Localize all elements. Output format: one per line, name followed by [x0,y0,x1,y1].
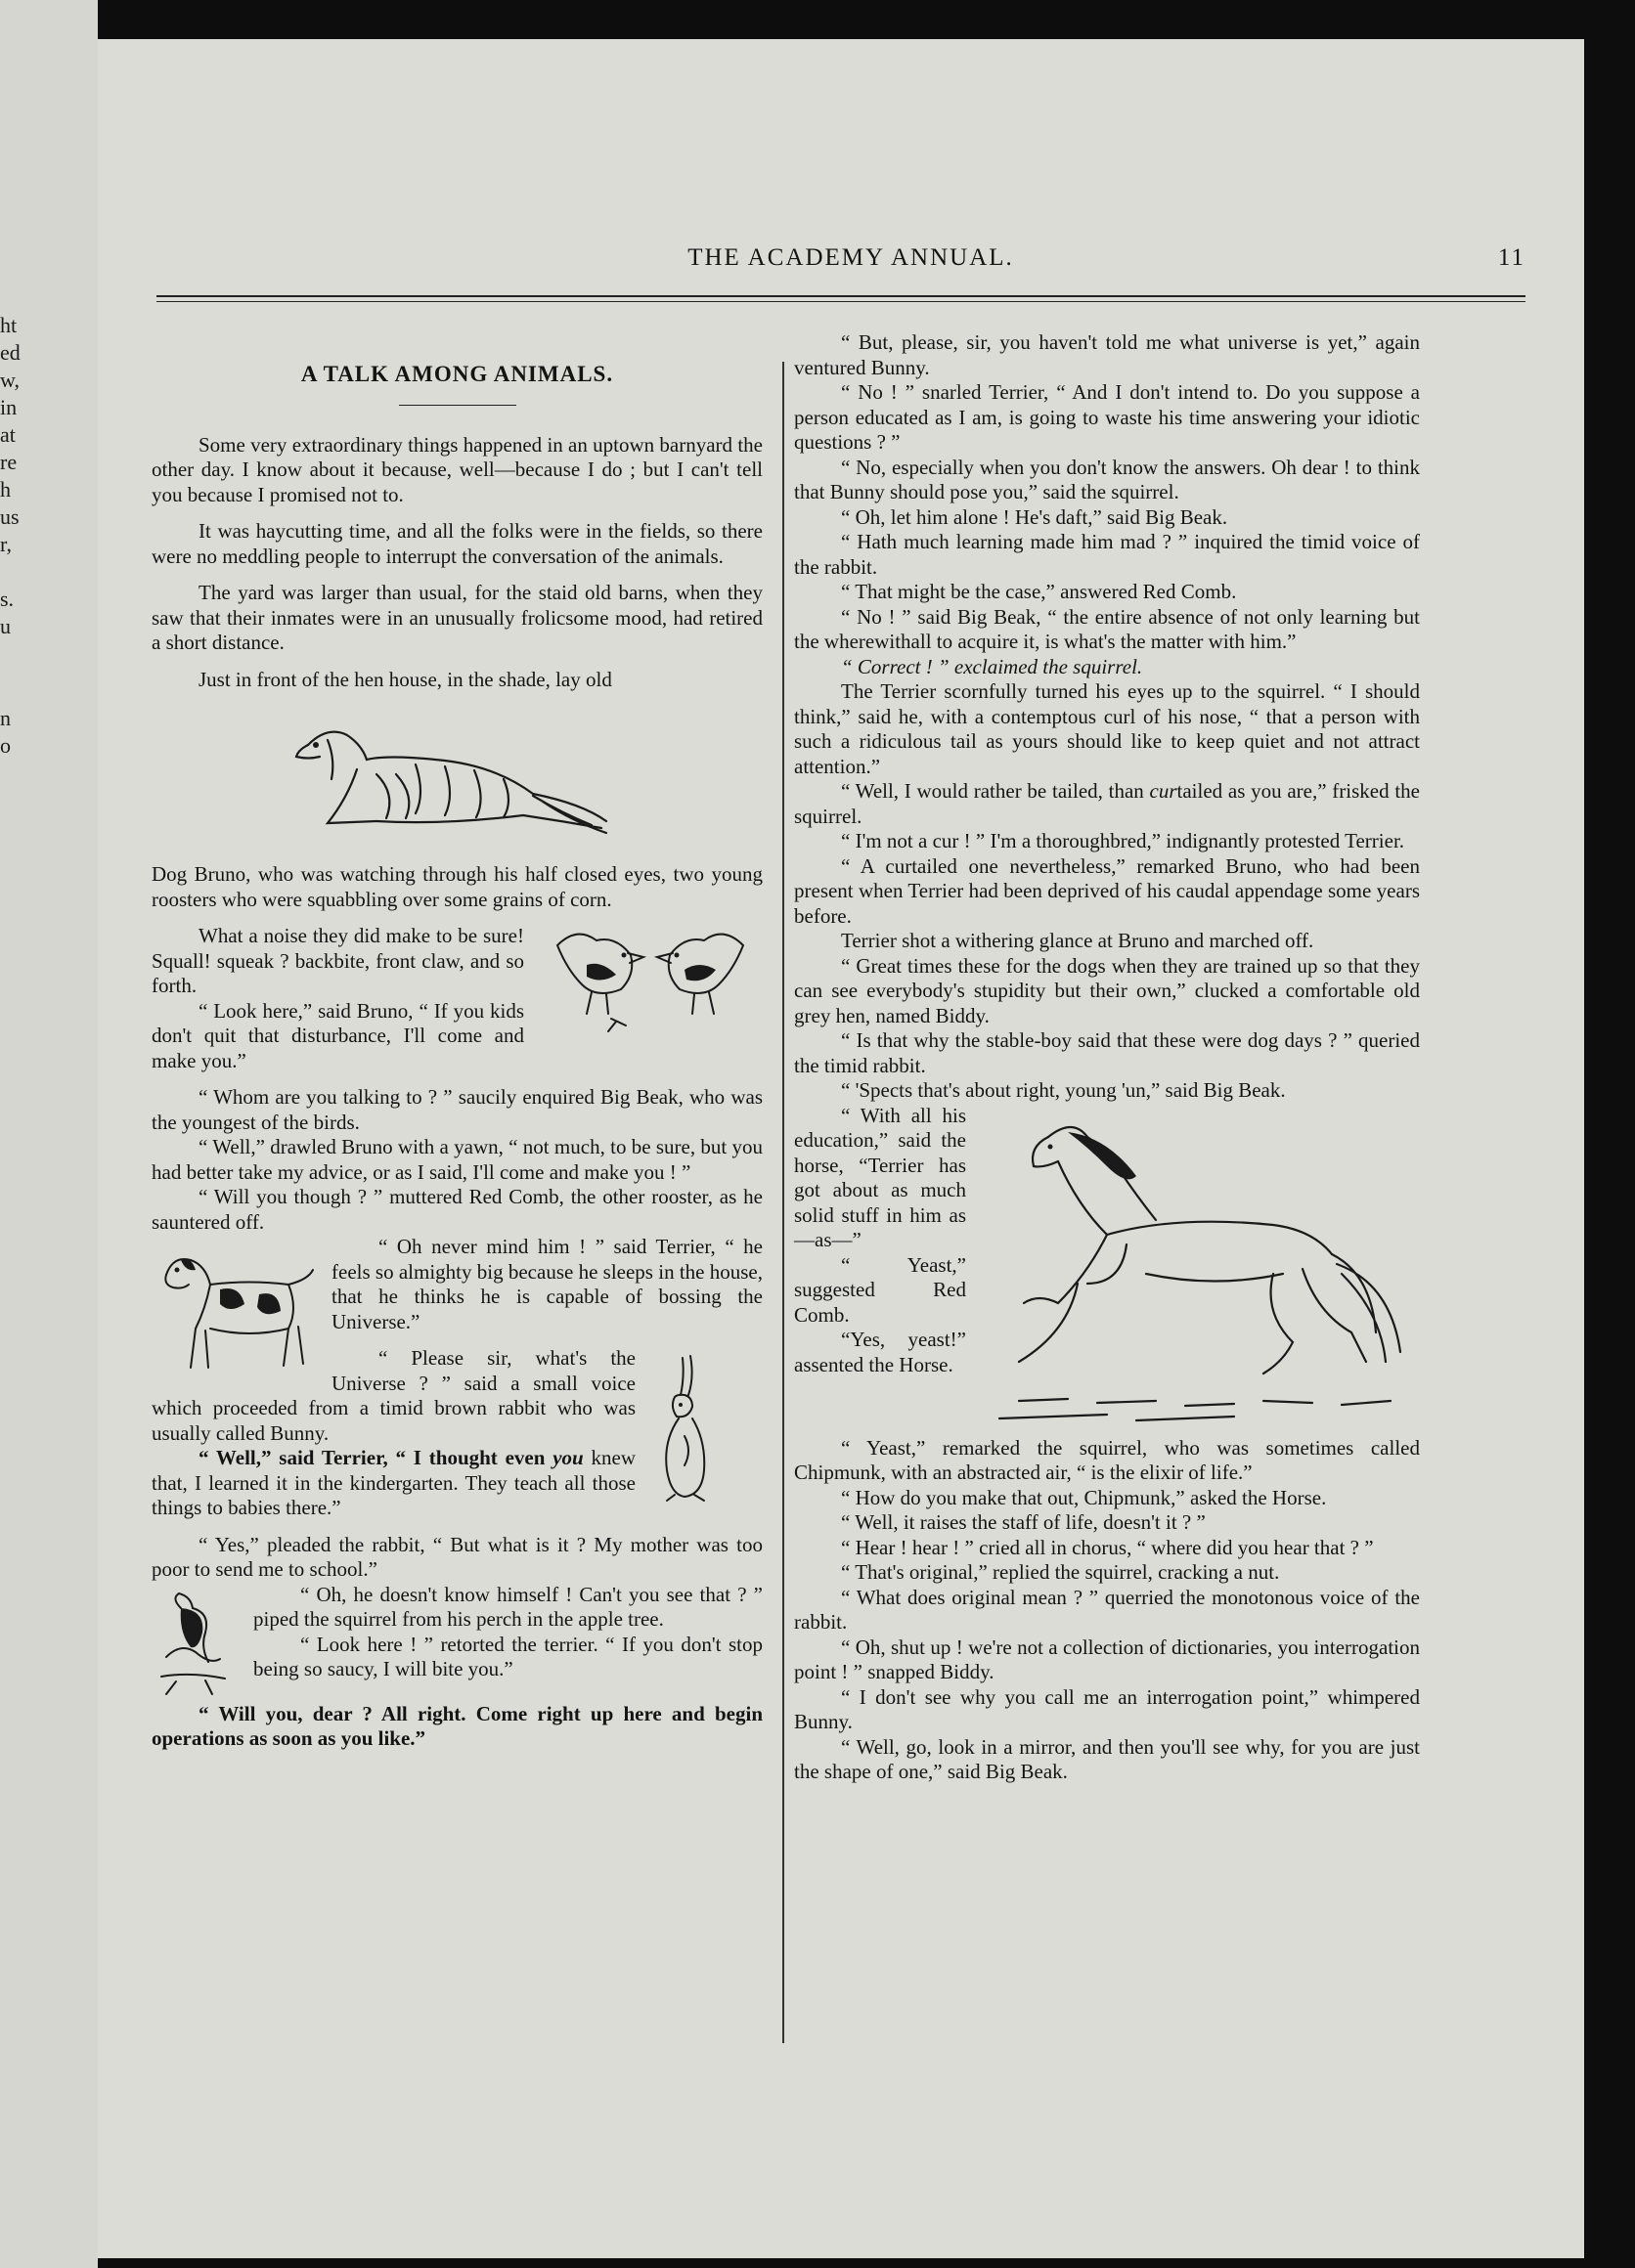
paragraph: “ That's original,” replied the squirrel, cracking a nut. [841,1560,1280,1584]
paragraph: “ Look here ! ” retorted the terrier. “ If you don't stop being so saucy, I will bite you.” [253,1632,763,1680]
prev-page-fragment: in [0,395,18,419]
roosters-illustration [538,916,763,1033]
paragraph: What a noise they did make to be sure! Squall! squeak ? backbite, front claw, and so forth. [152,924,524,997]
header-rule [156,295,1525,297]
paragraph: “ What does original mean ? ” querried the monotonous voice of the rabbit. [794,1585,1420,1634]
article-title: A TALK AMONG ANIMALS. [300,362,614,386]
prev-page-fragment: o [0,733,11,758]
paragraph: “ How do you make that out, Chipmunk,” asked the Horse. [841,1485,1327,1509]
paragraph: “ Hear ! hear ! ” cried all in chorus, “ where did you hear that ? ” [841,1535,1374,1559]
paragraph: “ Oh, he doesn't know himself ! Can't you see that ? ” piped the squirrel from his perch in the apple tree. [253,1582,763,1631]
paragraph-segment: “ Well, I would rather be tailed, than [841,779,1150,803]
squirrel-illustration [152,1589,240,1696]
journal-page [98,39,1584,2258]
paragraph: “ Will you, dear ? All right. Come right up here and begin operations as soon as you like.” [152,1701,763,1750]
paragraph: Just in front of the hen house, in the shade, lay old [199,667,612,691]
paragraph: The Terrier scornfully turned his eyes up to the squirrel. “ I should think,” said he, with a contemptous curl of his nose, “ that a person with such a ridiculous tail as yours should like to keep quiet and not attract attention.” [794,679,1420,778]
paragraph: The yard was larger than usual, for the staid old barns, when they saw that their inmates were in an unusually frolicsome mood, had retired a short distance. [152,581,763,654]
paragraph: “ With all his education,” said the horse, “Terrier has got about as much solid stuff in him as—as—” [794,1103,966,1251]
paragraph: “ Whom are you talking to ? ” saucily enquired Big Beak, who was the youngest of the birds. [152,1085,763,1134]
paragraph [794,779,1420,829]
paragraph: “ A curtailed one nevertheless,” remarked Bruno, who had been present when Terrier had been deprived of his caudal appendage some years before. [794,853,1420,928]
paragraph: “ Yeast,” suggested Red Comb. [794,1252,966,1327]
paragraph: “ I don't see why you call me an interrogation point,” whimpered Bunny. [794,1684,1420,1733]
horse-illustration [980,1108,1420,1430]
right-column [794,330,1420,1785]
prev-page-fragment: n [0,706,11,730]
prev-page-fragment: us [0,504,20,529]
paragraph: “ Is that why the stable-boy said that these were dog days ? ” queried the timid rabbit. [794,1028,1420,1077]
paragraph: “ Correct ! ” exclaimed the squirrel. [841,654,1143,678]
paragraph: “ No, especially when you don't know the answers. Oh dear ! to think that Bunny should pose you,” said the squirrel. [794,455,1420,503]
previous-page-edge [0,0,98,2268]
paragraph-segment: tailed as you are,” frisked the squirrel. [794,779,1420,828]
paragraph: Dog Bruno, who was watching through his half closed eyes, two young roosters who were squabbling over some grains of corn. [152,862,763,911]
emphasis: cur [1149,779,1177,803]
paragraph: “ Oh never mind him ! ” said Terrier, “ he feels so almighty big because he sleeps in the house, that he thinks he is capable of bossing the Universe.” [331,1235,763,1333]
paragraph: “ Oh, let him alone ! He's daft,” said Big Beak. [841,504,1228,529]
paragraph: “ Please sir, what's the Universe ? ” said a small voice which proceeded from a timid brown rabbit who was usually called Bunny. [152,1346,636,1445]
prev-page-fragment: ed [0,340,21,365]
paragraph: “ Well, it raises the staff of life, doesn't it ? ” [841,1510,1206,1534]
paragraph-segment: “ Well,” said Terrier, “ I thought even [199,1446,553,1469]
paragraph: It was haycutting time, and all the folks were in the fields, so there were no meddling people to interrupt the conversation of the animals. [152,519,763,568]
prev-page-fragment: ht [0,313,18,337]
emphasis: you [552,1446,584,1469]
paragraph: “ That might be the case,” answered Red Comb. [841,580,1237,603]
dog-bruno-illustration [269,706,621,852]
paragraph: “ Well,” drawled Bruno with a yawn, “ not much, to be sure, but you had better take my advice, or as I said, I'll come and make you ! ” [152,1135,763,1184]
prev-page-fragment: h [0,477,11,502]
running-header [176,244,1525,272]
terrier-illustration [152,1241,318,1377]
column-divider [782,362,784,2043]
paragraph: “ Look here,” said Bruno, “ If you kids don't quit that disturbance, I'll come and make you.” [152,998,524,1072]
prev-page-fragment: w, [0,368,20,392]
paragraph: “ Yes,” pleaded the rabbit, “ But what is it ? My mother was too poor to send me to school.” [152,1532,763,1581]
paragraph: “ I'm not a cur ! ” I'm a thoroughbred,” indignantly protested Terrier. [841,829,1405,852]
paragraph: Some very extraordinary things happened in an uptown barnyard the other day. I know about it because, well—because I do ; but I can't tell you because I promised not to. [152,432,763,506]
paragraph: “ But, please, sir, you haven't told me what universe is yet,” again ventured Bunny. [794,330,1420,379]
paragraph: “ Hath much learning made him mad ? ” inquired the timid voice of the rabbit. [794,530,1420,579]
prev-page-fragment: at [0,422,16,447]
paragraph: “ Well, go, look in a mirror, and then you'll see why, for you are just the shape of one,” said Big Beak. [794,1734,1420,1783]
rabbit-illustration [645,1348,724,1505]
paragraph: “ Oh, shut up ! we're not a collection of dictionaries, you interrogation point ! ” snapped Biddy. [794,1635,1420,1683]
paragraph: “ Yeast,” remarked the squirrel, who was sometimes called Chipmunk, with an abstracted air, “ is the elixir of life.” [794,1435,1420,1484]
prev-page-fragment: re [0,450,18,474]
paragraph: “ No ! ” said Big Beak, “ the entire absence of not only learning but the wherewithall to acquire it, is what's the matter with him.” [794,604,1420,653]
left-column [152,362,763,1752]
header-rule-thin [156,301,1525,302]
paragraph: “ Will you though ? ” muttered Red Comb, the other rooster, as he sauntered off. [152,1185,763,1234]
running-title: THE ACADEMY ANNUAL. [687,244,1014,271]
prev-page-fragment: r, [0,532,12,556]
paragraph: “ 'Spects that's about right, young 'un,” said Big Beak. [841,1078,1286,1102]
paragraph: “Yes, yeast!” assented the Horse. [794,1328,966,1376]
prev-page-fragment: u [0,614,11,638]
prev-page-fragment: s. [0,587,15,611]
page-number: 11 [1497,244,1525,271]
paragraph: “ No ! ” snarled Terrier, “ And I don't intend to. Do you suppose a person educated as I am, is going to waste his time answering your idiotic questions ? ” [794,380,1420,454]
paragraph-segment: knew that, I learned it in the kindergarten. They teach all those things to babies there.” [152,1446,636,1519]
paragraph: “ Great times these for the dogs when they are trained up so that they can see everybody's stupidity but their own,” clucked a comfortable old grey hen, named Biddy. [794,953,1420,1027]
title-rule [399,405,516,406]
paragraph: Terrier shot a withering glance at Bruno and marched off. [841,929,1314,952]
